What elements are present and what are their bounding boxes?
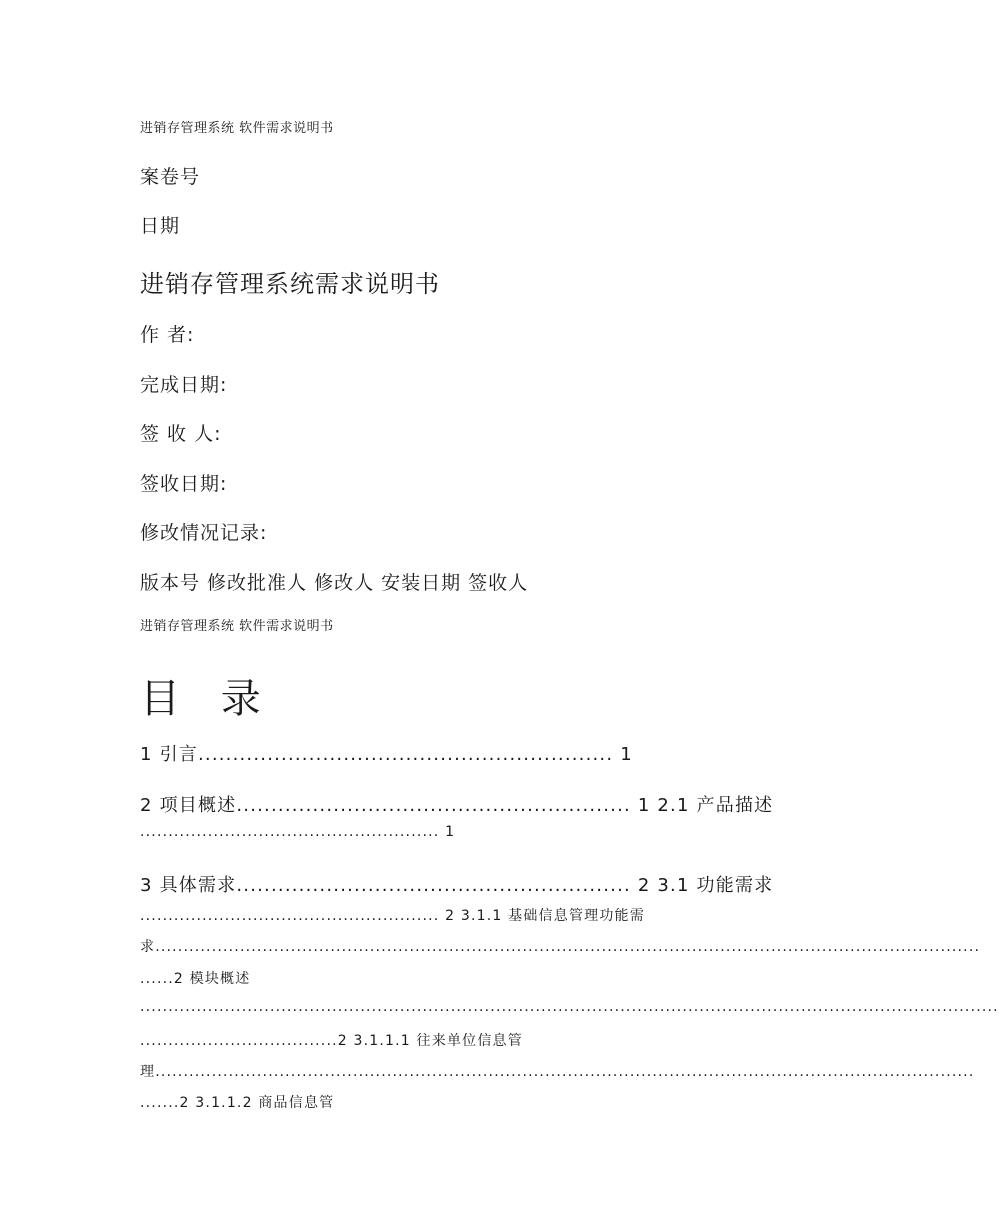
document-page [140,0,999,1230]
case-number-label: 案卷号 [140,166,201,188]
author-label: 作 者: [140,324,195,346]
toc-entry: ..................................................... 2 3.1.1 基础信息管理功能需 [140,908,645,924]
running-header: 进销存管理系统 软件需求说明书 [140,121,334,136]
completion-date-label: 完成日期: [140,374,228,396]
toc-entry: 3 具体需求......................................................... 2 3.1 功能需求 [140,875,774,896]
sign-date-label: 签收日期: [140,473,228,495]
toc-entry: ..................................................... 1 [140,824,456,840]
date-label: 日期 [140,215,181,237]
revision-record-label: 修改情况记录: [140,522,268,544]
toc-entry: .......2 3.1.1.2 商品信息管 [140,1095,335,1111]
toc-entry: 求.................................................................................................................................................. [140,939,981,955]
toc-entry: 2 项目概述......................................................... 1 2.1 产品描述 [140,795,774,816]
toc-title: 目 录 [140,676,275,722]
revision-table-columns: 版本号 修改批准人 修改人 安装日期 签收人 [140,572,529,594]
toc-entry: ...................................2 3.1.1.1 往来单位信息管 [140,1033,523,1049]
toc-entry: ......2 模块概述 [140,971,251,987]
signee-label: 签 收 人: [140,423,222,445]
document-title: 进销存管理系统需求说明书 [140,270,440,298]
toc-entry: 理................................................................................................................................................. [140,1064,975,1080]
toc-entry: ........................................................................................................................................................ [140,999,999,1015]
running-header: 进销存管理系统 软件需求说明书 [140,619,334,634]
toc-entry: 1 引言............................................................ 1 [140,744,633,765]
